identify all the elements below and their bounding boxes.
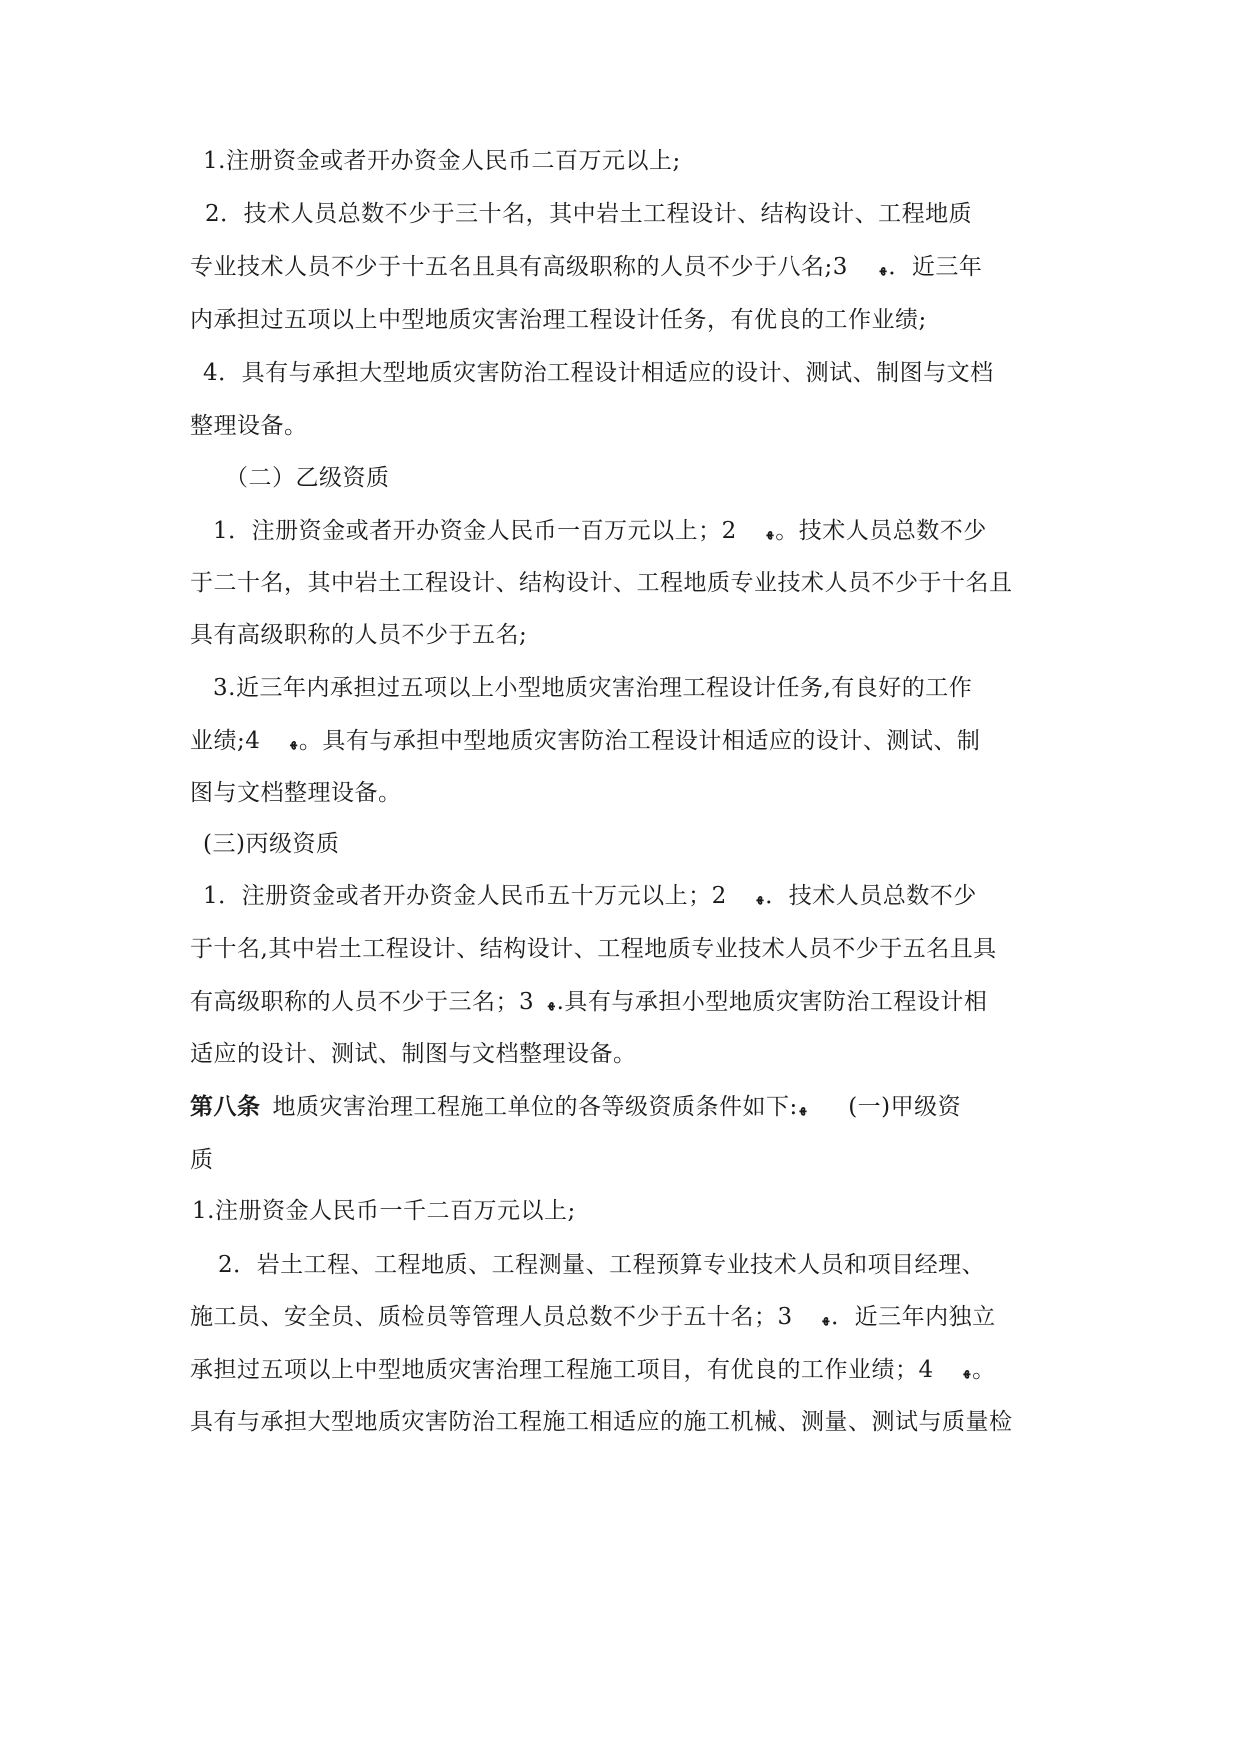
text-span: 适应的设计、测试、制图与文档整理设备。 xyxy=(190,1041,637,1067)
text-span: (一)甲级资 xyxy=(848,1094,962,1120)
list-marker-glyph: ﮭ xyxy=(879,260,887,276)
text-span: 2．技术人员总数不少于三十名，其中岩土工程设计、结构设计、工程地质 xyxy=(205,201,973,227)
text-line xyxy=(190,252,982,283)
text-line xyxy=(190,411,308,441)
text-span: 。具有与承担中型地质灾害防治工程设计相适应的设计、测试、制 xyxy=(298,728,981,754)
text-line xyxy=(213,516,987,547)
text-span: 地质灾害治理工程施工单位的各等级资质条件如下: xyxy=(272,1094,798,1120)
text-span: 1.注册资金或者开办资金人民币二百万元以上; xyxy=(203,148,681,174)
text-span: 1．注册资金或者开办资金人民币五十万元以上；2 xyxy=(203,883,727,909)
text-span: 整理设备。 xyxy=(190,413,308,439)
text-span: 质 xyxy=(190,1147,214,1173)
text-span: 1.注册资金人民币一千二百万元以上; xyxy=(192,1198,576,1224)
text-span: 。技术人员总数不少 xyxy=(775,518,987,544)
text-line xyxy=(203,146,681,176)
text-span: .具有与承担小型地质灾害防治工程设计相 xyxy=(556,989,988,1015)
list-marker-glyph: ﮭ xyxy=(822,1310,830,1326)
text-span: 。 xyxy=(972,1357,996,1383)
text-line xyxy=(190,726,980,757)
text-line xyxy=(190,1302,996,1333)
article-line xyxy=(190,1092,961,1123)
text-span: ．近三年内独立 xyxy=(831,1304,996,1330)
list-marker-glyph: ﮭ xyxy=(548,995,555,1011)
text-line xyxy=(190,305,927,335)
text-line xyxy=(190,568,1013,598)
text-line xyxy=(205,199,972,229)
text-line xyxy=(190,1407,1013,1437)
text-span: 承担过五项以上中型地质灾害治理工程施工项目，有优良的工作业绩；4 xyxy=(190,1357,934,1383)
text-line xyxy=(218,1250,985,1280)
text-span: 3.近三年内承担过五项以上小型地质灾害治理工程设计任务,有良好的工作 xyxy=(213,675,973,701)
list-marker-glyph: ﮭ xyxy=(963,1363,971,1379)
text-span: (三)丙级资质 xyxy=(203,831,340,857)
list-marker-glyph: ﮭ xyxy=(799,1100,807,1116)
article-number: 第八条 xyxy=(190,1093,261,1120)
text-span: 施工员、安全员、质检员等管理人员总数不少于五十名；3 xyxy=(190,1304,793,1330)
text-span: ．技术人员总数不少 xyxy=(765,883,977,909)
text-line xyxy=(190,987,987,1018)
text-span: ．近三年 xyxy=(888,254,983,280)
text-span: 4．具有与承担大型地质灾害防治工程设计相适应的设计、测试、制图与文档 xyxy=(203,360,994,386)
text-line xyxy=(190,1145,214,1175)
text-line xyxy=(203,881,977,912)
text-span: 专业技术人员不少于十五名且具有高级职称的人员不少于八名;3 xyxy=(190,254,848,280)
text-line xyxy=(203,358,994,388)
text-span: 具有与承担大型地质灾害防治工程施工相适应的施工机械、测量、测试与质量检 xyxy=(190,1409,1013,1435)
list-marker-glyph: ﮭ xyxy=(766,524,774,540)
section-heading xyxy=(225,463,390,493)
text-line xyxy=(190,778,402,808)
text-line xyxy=(190,934,997,964)
section-heading xyxy=(203,829,339,859)
text-span: 具有高级职称的人员不少于五名; xyxy=(190,622,528,648)
text-span: 内承担过五项以上中型地质灾害治理工程设计任务，有优良的工作业绩; xyxy=(190,307,927,333)
text-span: （二）乙级资质 xyxy=(225,465,390,491)
text-span: 于十名,其中岩土工程设计、结构设计、工程地质专业技术人员不少于五名且具 xyxy=(190,936,997,962)
text-line xyxy=(190,1355,996,1386)
text-span: 于二十名，其中岩土工程设计、结构设计、工程地质专业技术人员不少于十名且 xyxy=(190,570,1013,596)
text-line xyxy=(213,673,972,703)
text-span: 业绩;4 xyxy=(190,728,261,754)
text-line xyxy=(190,1039,637,1069)
text-span: 有高级职称的人员不少于三名；3 xyxy=(190,989,535,1015)
text-line xyxy=(192,1196,576,1226)
list-marker-glyph: ﮭ xyxy=(290,734,297,750)
list-marker-glyph: ﮭ xyxy=(756,889,764,905)
text-span: 1．注册资金或者开办资金人民币一百万元以上；2 xyxy=(213,518,737,544)
text-span: 图与文档整理设备。 xyxy=(190,780,402,806)
text-line xyxy=(190,620,527,650)
text-span: 2．岩土工程、工程地质、工程测量、工程预算专业技术人员和项目经理、 xyxy=(218,1252,986,1278)
